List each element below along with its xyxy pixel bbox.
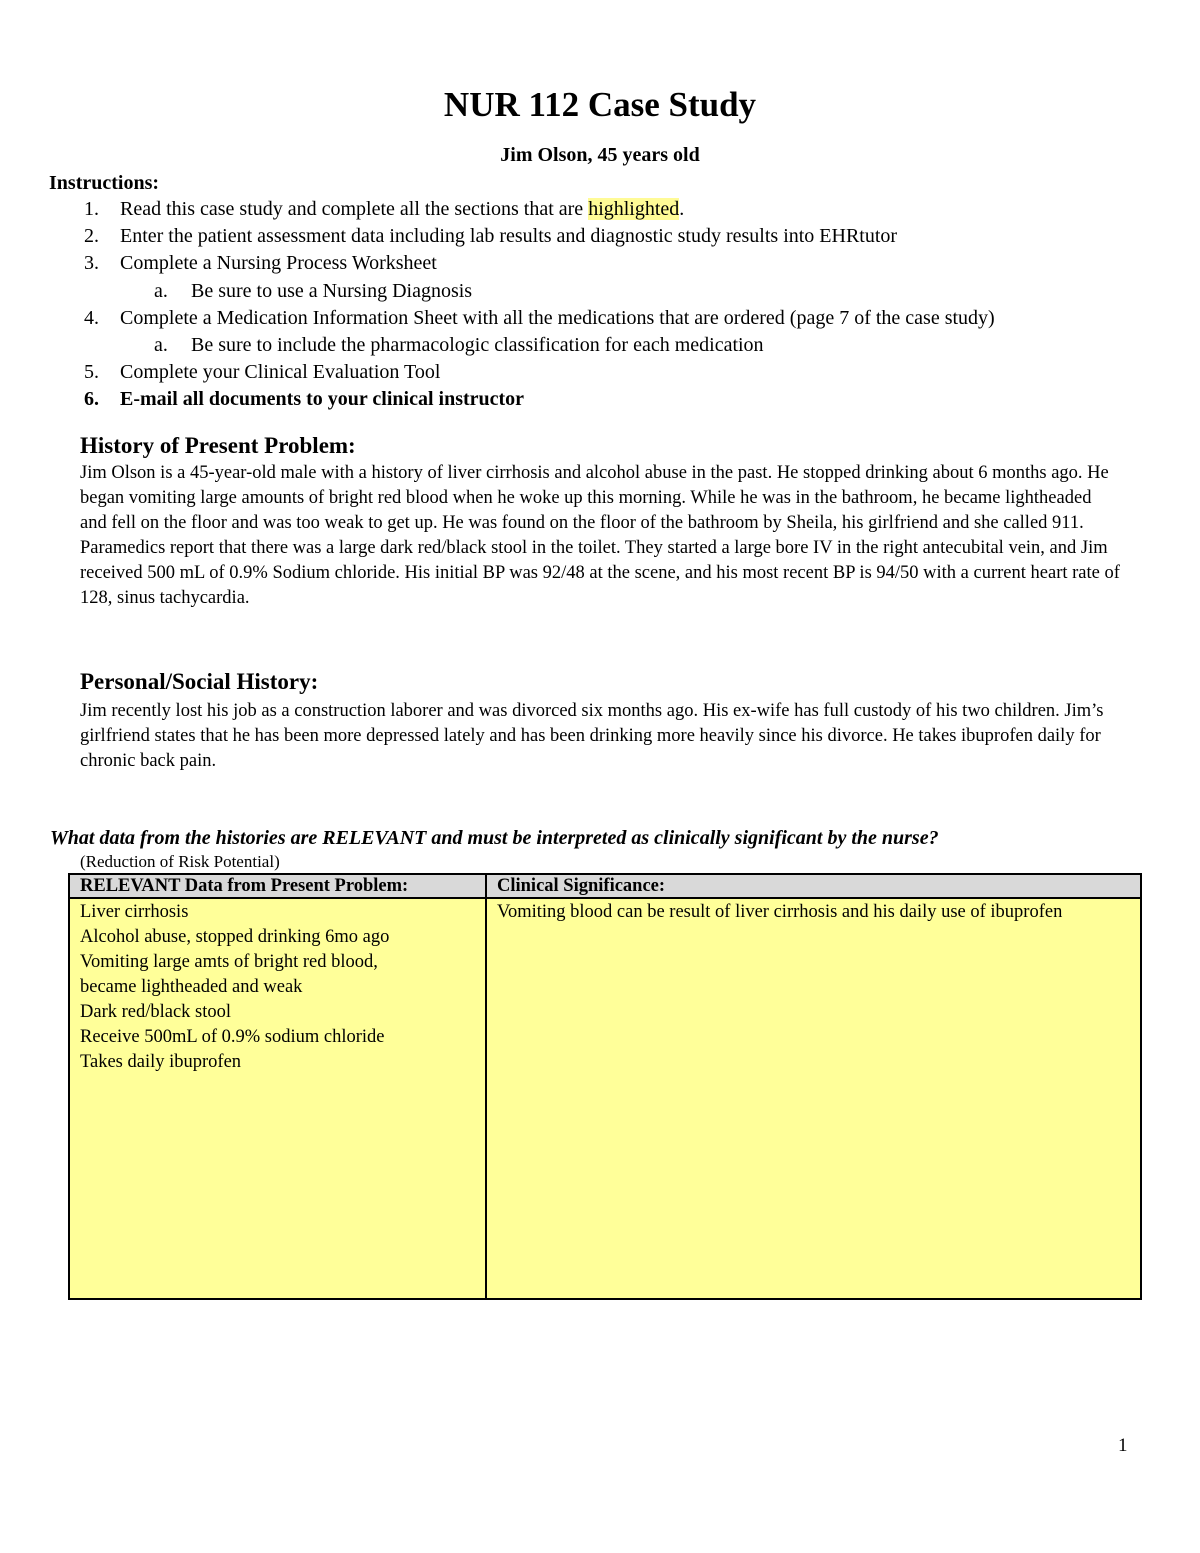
instruction-letter: a. <box>154 333 168 356</box>
relevant-data-cell[interactable] <box>69 898 486 1299</box>
patient-subtitle: Jim Olson, 45 years old <box>500 144 700 166</box>
instruction-subitem-4a <box>0 332 1200 359</box>
relevant-data-header: RELEVANT Data from Present Problem: <box>69 874 486 898</box>
instruction-item-1 <box>0 196 1200 223</box>
instruction-number: 3. <box>84 252 99 275</box>
instruction-text-start: Read this case study and complete all the sections that are <box>120 198 589 220</box>
history-paragraph-2: Paramedics report that there was a large dark red/black stool in the toilet. They started a large bore IV in the right antecubital vein, and Jim received 500 mL of 0.9% Sodium chloride. His initial BP was 92/48 at the scene, and his most recent BP is 94/50 with a current heart rate of 128, sinus tachycardia. <box>80 538 1120 608</box>
clinical-significance-cell[interactable] <box>486 898 1141 1299</box>
instruction-text-end: . <box>679 198 685 220</box>
relevant-data-line: Liver cirrhosis <box>80 902 189 922</box>
instruction-subitem-3a <box>0 278 1200 305</box>
instruction-number: 6. <box>84 388 99 411</box>
instruction-text: Complete your Clinical Evaluation Tool <box>120 361 441 384</box>
instruction-text <box>120 196 684 223</box>
history-heading: History of Present Problem: <box>80 433 356 458</box>
relevant-data-line: Alcohol abuse, stopped drinking 6mo ago <box>80 927 390 947</box>
instruction-number: 4. <box>84 306 99 329</box>
instruction-text: Complete a Medication Information Sheet with all the medications that are ordered (page 7 of the case study) <box>120 306 995 329</box>
social-paragraph: Jim recently lost his job as a construction laborer and was divorced six months ago. His ex-wife has full custody of his two children. Jim’s girlfriend states that he has been more depressed lately and has been drinking more heavily since his divorce. He takes ibuprofen daily for chronic back pain. <box>80 701 1104 771</box>
instruction-item-2 <box>0 223 1200 250</box>
relevant-data-line: Receive 500mL of 0.9% sodium chloride <box>80 1027 385 1047</box>
history-paragraph-1: Jim Olson is a 45-year-old male with a history of liver cirrhosis and alcohol abuse in the past. He stopped drinking about 6 months ago. He began vomiting large amounts of bright red blood when he woke up this morning. While he was in the bathroom, he became lightheaded and fell on the floor and was too weak to get up. He was found on the floor of the bathroom by Sheila, his girlfriend and she called 911. <box>80 463 1109 533</box>
relevant-data-question: What data from the histories are RELEVANT and must be interpreted as clinically significant by the nurse? <box>50 827 939 849</box>
instruction-number: 2. <box>84 225 99 248</box>
instructions-list <box>0 196 1200 414</box>
instruction-item-4 <box>0 305 1200 332</box>
instruction-text: Be sure to use a Nursing Diagnosis <box>191 279 473 302</box>
instruction-letter: a. <box>154 279 168 302</box>
social-heading: Personal/Social History: <box>80 669 319 694</box>
instruction-item-3 <box>0 250 1200 277</box>
instructions-label: Instructions: <box>49 172 160 194</box>
question-note: (Reduction of Risk Potential) <box>80 852 280 871</box>
social-body <box>80 699 1120 774</box>
clinical-significance-header: Clinical Significance: <box>486 874 1141 898</box>
instruction-item-5 <box>0 359 1200 386</box>
table-header-row <box>69 874 1141 898</box>
relevant-data-line: Dark red/black stool <box>80 1002 232 1022</box>
relevant-data-line: Takes daily ibuprofen <box>80 1052 242 1072</box>
instruction-text: Be sure to include the pharmacologic classification for each medication <box>191 333 764 356</box>
document-title: NUR 112 Case Study <box>443 85 757 124</box>
highlighted-word: highlighted <box>588 198 680 220</box>
instruction-number: 1. <box>84 198 99 220</box>
instruction-item-6 <box>0 386 1200 413</box>
history-body <box>80 461 1120 611</box>
relevant-data-line: became lightheaded and weak <box>80 977 303 997</box>
instruction-text: Complete a Nursing Process Worksheet <box>120 252 437 275</box>
instruction-number: 5. <box>84 361 99 384</box>
clinical-significance-text: Vomiting blood can be result of liver cirrhosis and his daily use of ibuprofen <box>497 902 1063 922</box>
page-number: 1 <box>1118 1435 1128 1456</box>
instruction-text: E-mail all documents to your clinical instructor <box>120 388 525 411</box>
relevant-data-line: Vomiting large amts of bright red blood, <box>80 952 378 972</box>
relevant-data-table <box>68 873 1142 1300</box>
instruction-text: Enter the patient assessment data including lab results and diagnostic study results into EHRtutor <box>120 225 898 248</box>
table-row <box>69 898 1141 1299</box>
